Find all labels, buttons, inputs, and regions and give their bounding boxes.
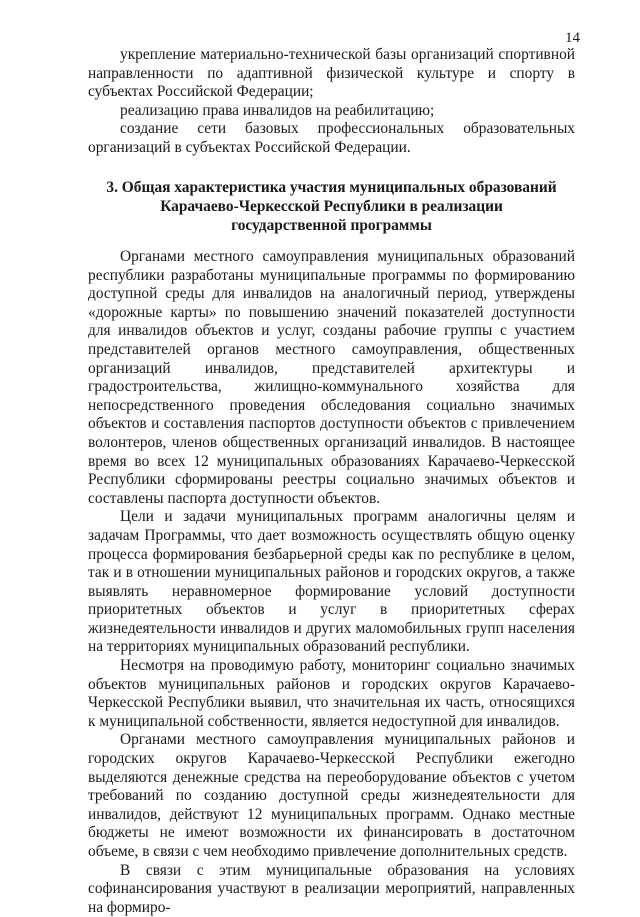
- body-paragraph: Цели и задачи муниципальных программ аналогичны целям и задачам Программы, что дает возможность осуществлять общую оценку процесса формирования безбарьерной среды как по республике в целом, так и в отношении муниципальных районов и городских округов, а также выявлять неравномерное формирование условий доступности приоритетных объектов и услуг в приоритетных сферах жизнедеятельности инвалидов и других маломобильных групп населения на территориях муниципальных образований республики.: [88, 508, 575, 656]
- section-heading: [88, 178, 575, 235]
- section-heading-line: Карачаево-Черкесской Республики в реализации: [160, 198, 503, 215]
- intro-paragraph: реализацию права инвалидов на реабилитацию;: [120, 101, 435, 119]
- intro-paragraph: укрепление материально-технической базы организаций спортивной направленности по адаптивной физической культуре и спорту в субъектах Российской Федерации;: [88, 46, 575, 101]
- body-paragraph: Несмотря на проводимую работу, мониторинг социально значимых объектов муниципальных районов и городских округов Карачаево-Черкесской Республики выявил, что значительная их часть, относящихся к муниципальной собственности, является недоступной для инвалидов.: [88, 657, 575, 730]
- body-paragraph: В связи с этим муниципальные образования на условиях софинансирования участвуют в реализации мероприятий, направленных на формиро-: [88, 861, 575, 916]
- section-heading-line: 3. Общая характеристика участия муниципальных образований: [106, 179, 557, 196]
- intro-paragraph: создание сети базовых профессиональных образовательных организаций в субъектах Российской Федерации.: [88, 120, 575, 156]
- section-heading-line: государственной программы: [231, 217, 432, 234]
- section-body: [88, 248, 575, 917]
- body-paragraph: Органами местного самоуправления муниципальных районов и городских округов Карачаево-Черкесской Республики ежегодно выделяются денежные средства на переоборудование объектов с учетом требований по созданию доступной среды жизнедеятельности для инвалидов, действуют 12 муниципальных программ. Однако местные бюджеты не имеют возможности их финансировать в достаточном объеме, в связи с чем необходимо привлечение дополнительных средств.: [88, 731, 575, 860]
- body-paragraph: Органами местного самоуправления муниципальных образований республики разработаны муниципальные программы по формированию доступной среды для инвалидов на аналогичный период, утверждены «дорожные карты» по повышению значений показателей доступности для инвалидов объектов и услуг, созданы рабочие группы с участием представителей органов местного самоуправления, общественных организаций инвалидов, представителей архитектуры и градостроительства, жилищно-коммунального хозяйства для непосредственного проведения обследования социально значимых объектов и составления паспортов доступности объектов с привлечением волонтеров, членов общественных организаций инвалидов. В настоящее время во всех 12 муниципальных образованиях Карачаево-Черкесской Республики сформированы реестры социально значимых объектов и составлены паспорта доступности объектов.: [88, 248, 575, 507]
- page-number: 14: [565, 30, 580, 46]
- intro-section: [88, 46, 575, 158]
